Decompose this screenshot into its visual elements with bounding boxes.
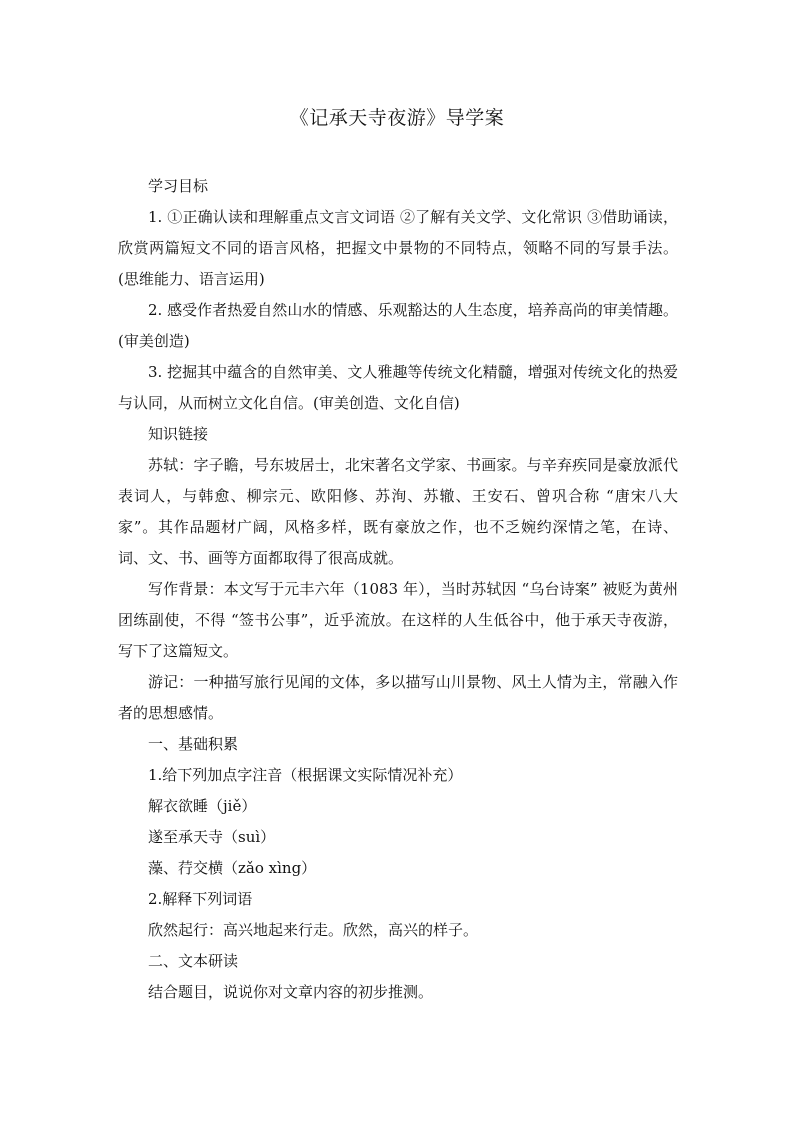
author-intro-paragraph: 苏轼：字子瞻，号东坡居士，北宋著名文学家、书画家。与辛弃疾同是豪放派代表词人，与韩愈、柳宗元、欧阳修、苏洵、苏辙、王安石、曾巩合称 “唐宋八大家”。其作品题材广阔，风格多样，既有豪放之作，也不乏婉约深情之笔，在诗、词、文、书、画等方面都取得了很高成就。 — [118, 456, 678, 567]
travelogue-definition-paragraph: 游记：一种描写旅行见闻的文体，多以描写山川景物、风土人情为主，常融入作者的思想感情。 — [118, 673, 678, 722]
section-heading-text-study: 二、文本研读 — [148, 952, 239, 970]
goal-item-3: 3. 挖掘其中蕴含的自然审美、文人雅趣等传统文化精髓，增强对传统文化的热爱与认同，从而树立文化自信。(审美创造、文化自信) — [118, 363, 678, 412]
pinyin-item-2: 遂至承天寺（suì） — [148, 828, 276, 846]
goal-item-1: 1. ①正确认读和理解重点文言文词语 ②了解有关文学、文化常识 ③借助诵读，欣赏两篇短文不同的语言风格，把握文中景物的不同特点，领略不同的写景手法。(思维能力、语言运用) — [118, 208, 678, 288]
pinyin-item-1: 解衣欲睡（jiě） — [148, 797, 257, 815]
writing-background-paragraph: 写作背景：本文写于元丰六年（1083 年），当时苏轼因 “乌台诗案” 被贬为黄州团练副使，不得 “签书公事”，近乎流放。在这样的人生低谷中，他于承天寺夜游，写下了这篇短文。 — [118, 580, 678, 660]
exercise-2-heading: 2.解释下列词语 — [148, 890, 253, 908]
section-heading-knowledge-link: 知识链接 — [148, 425, 209, 443]
word-explanation-item: 欣然起行：高兴地起来行走。欣然，高兴的样子。 — [148, 921, 479, 939]
section-heading-learning-goals: 学习目标 — [148, 177, 209, 195]
section-heading-basics: 一、基础积累 — [148, 735, 239, 753]
pinyin-item-3: 藻、荇交横（zǎo xìng） — [148, 859, 317, 877]
goal-item-2: 2. 感受作者热爱自然山水的情感、乐观豁达的人生态度，培养高尚的审美情趣。(审美创造) — [118, 301, 678, 350]
document-title: 《记承天寺夜游》导学案 — [289, 107, 505, 129]
exercise-1-heading: 1.给下列加点字注音（根据课文实际情况补充） — [148, 766, 463, 784]
document-body — [118, 171, 678, 1008]
text-study-question: 结合题目，说说你对文章内容的初步推测。 — [148, 983, 434, 1001]
